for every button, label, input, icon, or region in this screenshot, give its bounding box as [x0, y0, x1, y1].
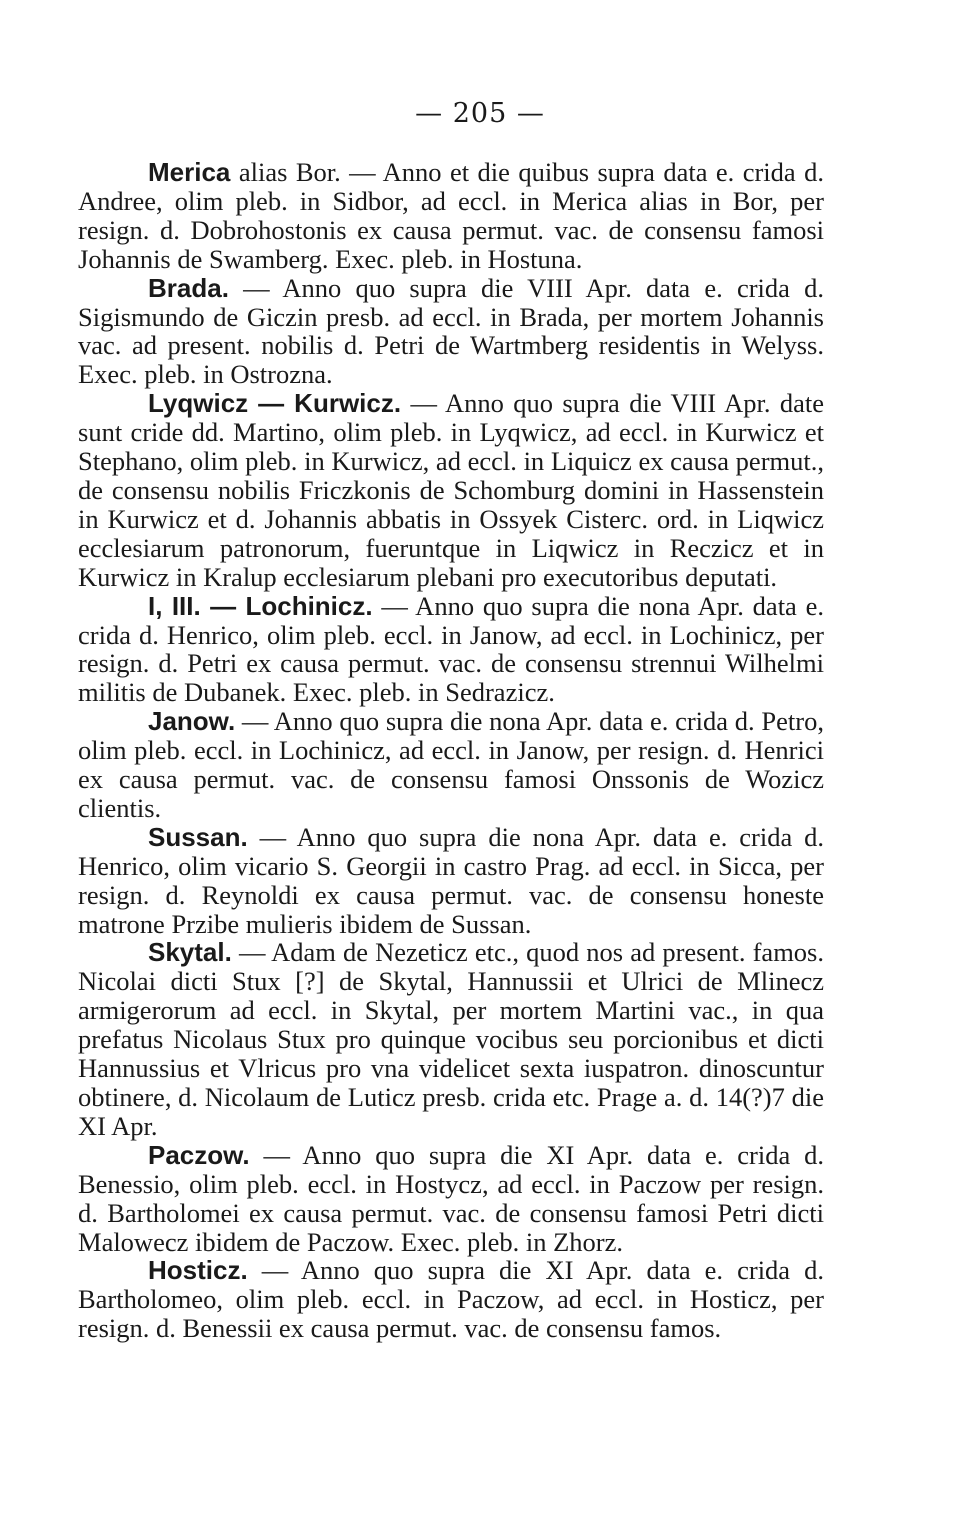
entry-heading: Paczow.: [148, 1139, 250, 1170]
entry-text: — Adam de Nezeticz etc., quod nos ad present. famos. Nicolai dicti Stux [?] de Skytal, Hannussii et Ulrici de Mlinecz armigerorum ad eccl. in Skytal, per mortem Martini vac., in qua prefatus Nicolaus Stux pro quinque vocibus seu porcionibus et dicti Hannussius et Vlricus pro vna videlicet sexta iuspatron. dinoscuntur obtinere, d. Nicolaum de Luticz presb. crida etc. Prage a. d. 14(?)7 die XI Apr.: [78, 937, 824, 1141]
entry-heading: Merica: [148, 157, 231, 187]
entry-lochinicz: [78, 592, 824, 708]
entry-text: alias Bor. — Anno et die quibus supra data e. crida d. Andree, olim pleb. in Sidbor, ad eccl. in Merica alias in Bor, per resign. d. Dobrohostonis ex causa permut. vac. de consensu famosi Johannis de Swamberg. Exec. pleb. in Hostuna.: [78, 157, 824, 274]
entry-lyqwicz: [78, 389, 824, 591]
entry-janow: [78, 707, 824, 823]
entry-merica: [78, 158, 824, 274]
entry-paczow: [78, 1141, 824, 1257]
entry-heading: Hosticz.: [148, 1255, 248, 1286]
entry-heading: Skytal.: [148, 937, 232, 968]
entry-text: — Anno quo supra die nona Apr. data e. crida d. Henrico, olim pleb. eccl. in Janow, ad eccl. in Lochinicz, per resign. d. Petri ex causa permut. vac. de consensu strennui Wilhelmi militis de Dubanek. Exec. pleb. in Sedrazicz.: [78, 590, 824, 708]
entry-sussan: [78, 823, 824, 939]
entry-hosticz: [78, 1256, 824, 1343]
entry-heading: Brada.: [148, 272, 229, 303]
page-number: — 205 —: [415, 98, 545, 129]
entry-text: — Anno quo supra die XI Apr. data e. crida d. Benessio, olim pleb. eccl. in Hostycz, ad eccl. in Paczow per resign. d. Bartholomei ex causa permut. vac. de consensu famosi Petri dicti Malowecz ibidem de Paczow. Exec. pleb. in Zhorz.: [78, 1139, 824, 1257]
entry-brada: [78, 274, 824, 390]
entry-heading: Sussan.: [148, 821, 248, 852]
entry-heading: Janow.: [148, 706, 236, 737]
entry-heading: Lyqwicz — Kurwicz.: [148, 388, 402, 419]
entry-skytal: [78, 938, 824, 1140]
text-body: [78, 158, 824, 1343]
entry-text: — Anno quo supra die VIII Apr. date sunt cride dd. Martino, olim pleb. in Lyqwicz, ad eccl. in Kurwicz et Stephano, olim pleb. in Kurwicz, ad eccl. in Liquicz ex causa permut., de consensu nobilis Friczkonis de Schomburg domini in Hassenstein in Kurwicz et d. Johannis abbatis in Ossyek Cisterc. ord. in Liqwicz ecclesiarum patronorum, fueruntque in Liqwicz in Reczicz et in Kurwicz in Kralup ecclesiarum plebani pro executoribus deputati.: [78, 388, 824, 592]
entry-text: — Anno quo supra die XI Apr. data e. crida d. Bartholomeo, olim pleb. eccl. in Paczow, ad eccl. in Hosticz, per resign. d. Benessii ex causa permut. vac. de consensu famos.: [78, 1255, 824, 1344]
entry-heading: I, III. — Lochinicz.: [148, 590, 373, 621]
entry-text: — Anno quo supra die nona Apr. data e. crida d. Henrico, olim vicario S. Georgii in castro Prag. ad eccl. in Sicca, per resign. d. Reynoldi ex causa permut. vac. de consensu honeste matrone Przibe mulieris ibidem de Sussan.: [78, 821, 824, 939]
entry-text: — Anno quo supra die VIII Apr. data e. crida d. Sigismundo de Giczin presb. ad eccl. in Brada, per mortem Johannis vac. ad present. nobilis d. Petri de Wartmberg residentis in Welyss. Exec. pleb. in Ostrozna.: [78, 272, 824, 390]
entry-text: — Anno quo supra die nona Apr. data e. crida d. Petro, olim pleb. eccl. in Lochinicz, ad eccl. in Janow, per resign. d. Henrici ex causa permut. vac. de consensu famosi Onssonis de Wozicz clientis.: [78, 706, 824, 823]
